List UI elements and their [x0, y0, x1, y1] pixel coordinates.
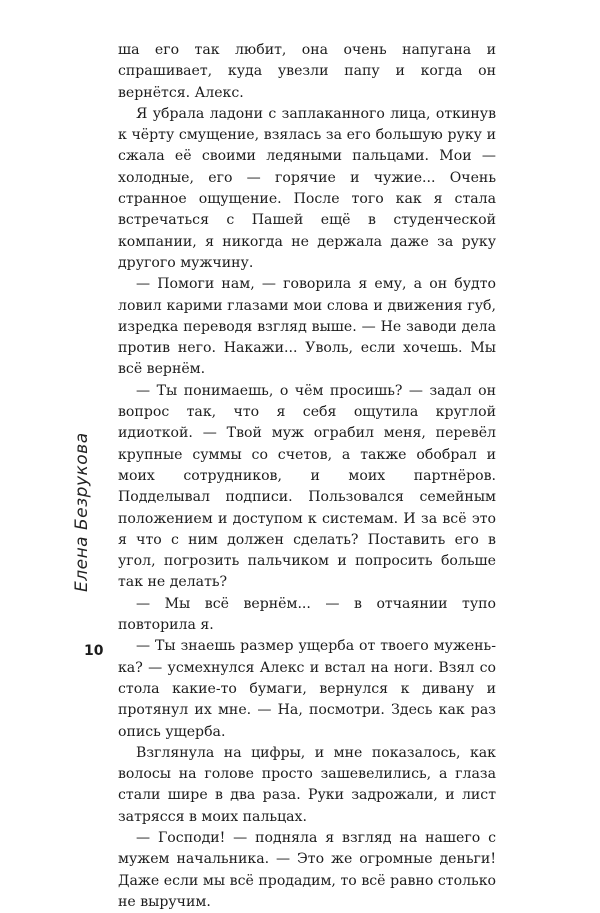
paragraph: — Господи! — подняла я взгляд на нашего с мужем начальника. — Это же огромные деньги! Даже если мы всё продадим, то всё равно столько не выручим. — [118, 829, 496, 910]
paragraph: Взглянула на цифры, и мне показалось, как волосы на голове просто зашевелились, а глаза стали шире в два раза. Руки задрожали, и лист затрясся в моих пальцах. — [118, 744, 496, 825]
author-name: Елена Безрукова — [72, 432, 92, 592]
paragraph: — Помоги нам, — говорила я ему, а он будто ловил карими глазами мои слова и движения губ, изредка переводя взгляд выше. — Не заводи дела против него. Накажи... Уволь, если хочешь. Мы всё вернём. — [118, 276, 496, 378]
paragraph: — Ты знаешь размер ущерба от твоего муженька? — усмехнулся Алекс и встал на ноги. Взял со стола какие-то бумаги, вернулся к дивану и протянул их мне. — На, посмотри. Здесь как раз опись ущерба. — [118, 638, 496, 740]
paragraph: Я убрала ладони с заплаканного лица, откинув к чёрту смущение, взялась за его большую руку и сжала её своими ледяными пальцами. Мои — холодные, его — горячие и чужие... Очень странное ощущение. После того как я стала встречаться с Пашей ещё в студенческой компании, я никогда не держала даже за руку другого мужчину. — [118, 105, 496, 271]
body-text — [118, 40, 496, 913]
paragraph: — Ты понимаешь, о чём просишь? — задал он вопрос так, что я себя ощутила круглой идиоткой. — Твой муж ограбил меня, перевёл крупные суммы со счетов, а также обобрал и моих сотрудников, и моих партнёров. Подделывал подписи. Пользовался семейным положением и доступом к системам. И за всё это я что с ним должен сделать? Поставить его в угол, погрозить пальчиком и попросить больше так не делать? — [118, 382, 496, 591]
paragraph: ша его так любит, она очень напугана и спрашивает, куда увезли папу и когда он вернётся. Алекс. — [118, 42, 496, 101]
paragraph: — Мы всё вернём... — в отчаянии тупо повторила я. — [118, 595, 496, 634]
page-number: 10 — [84, 643, 104, 659]
